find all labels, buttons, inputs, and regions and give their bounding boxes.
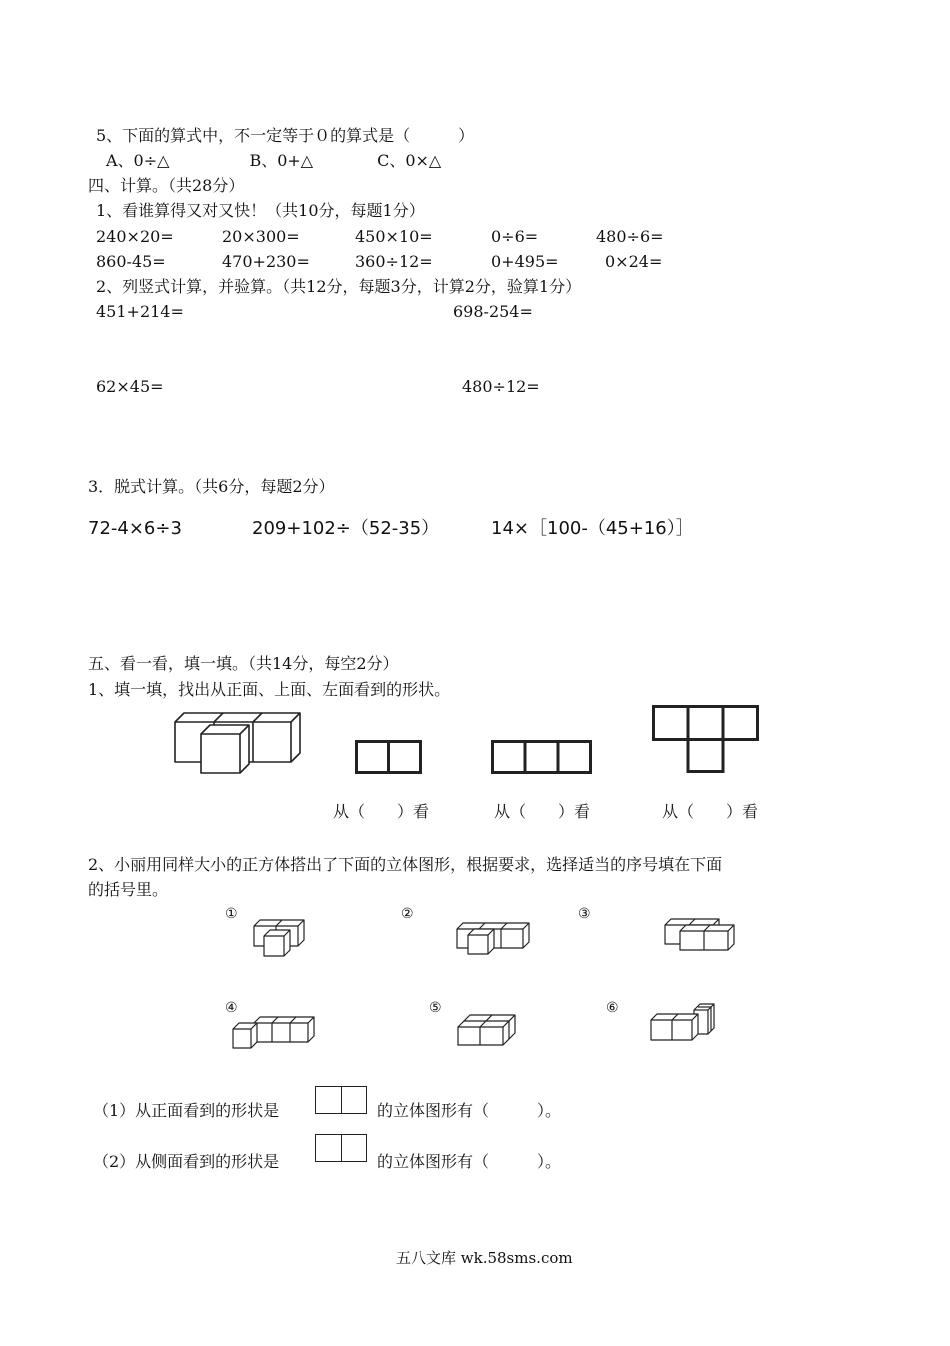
section4-part1-title: 1、看谁算得又对又快！（共10分，每题1分） — [96, 201, 425, 220]
section5-title: 五、看一看，填一填。（共14分，每空2分） — [88, 654, 399, 673]
section4-part3-title: 3．脱式计算。（共6分，每题2分） — [88, 477, 335, 496]
cube-figure-6 — [648, 1002, 718, 1042]
calc-item: 20×300= — [222, 227, 300, 246]
q2-sub1-before: （1）从正面看到的形状是 — [93, 1101, 280, 1120]
section4-title: 四、计算。（共28分） — [88, 176, 245, 195]
view-shape-three-squares — [491, 740, 593, 775]
view-direction-label: 从（ ）看 — [662, 802, 759, 821]
step-calc-item: 209+102÷（52-35） — [252, 518, 440, 539]
cube-figure-1 — [250, 916, 310, 958]
vertical-calc-item: 62×45= — [96, 377, 164, 396]
cube-figure-3 — [662, 916, 738, 954]
calc-item: 470+230= — [222, 252, 310, 271]
calc-item: 480÷6= — [596, 227, 664, 246]
view-shape-t-shape — [652, 705, 762, 775]
q5-stem: 5、下面的算式中，不一定等于０的算式是（ ） — [96, 126, 475, 145]
calc-item: 360÷12= — [355, 252, 433, 271]
cube-figure-2 — [454, 920, 534, 956]
step-calc-item: 14×［100-（45+16）］ — [491, 518, 694, 539]
calc-item: 450×10= — [355, 227, 433, 246]
view-direction-label: 从（ ）看 — [494, 802, 591, 821]
q5-options: A、0÷△ B、0+△ C、0×△ — [106, 151, 442, 170]
section5-q1-title: 1、填一填，找出从正面、上面、左面看到的形状。 — [88, 680, 451, 699]
calc-item: 0÷6= — [491, 227, 539, 246]
figure-number: ④ — [225, 1000, 238, 1016]
vertical-calc-item: 480÷12= — [462, 377, 540, 396]
q2-sub2-before: （2）从侧面看到的形状是 — [93, 1152, 280, 1171]
figure-number: ① — [225, 906, 238, 922]
two-squares-shape — [315, 1086, 367, 1114]
view-shape-two-squares — [355, 740, 425, 775]
section5-q2-text-line1: 2、小丽用同样大小的正方体搭出了下面的立体图形，根据要求，选择适当的序号填在下面 — [88, 855, 723, 874]
vertical-calc-item: 698-254= — [453, 302, 533, 321]
figure-number: ② — [401, 906, 414, 922]
calc-item: 0×24= — [605, 252, 663, 271]
figure-number: ⑤ — [429, 1000, 442, 1016]
q2-sub2-after: 的立体图形有（ ）。 — [377, 1152, 562, 1171]
vertical-calc-item: 451+214= — [96, 302, 184, 321]
figure-number: ③ — [578, 906, 591, 922]
view-direction-label: 从（ ）看 — [333, 802, 430, 821]
two-squares-shape — [315, 1134, 367, 1162]
section4-part2-title: 2、列竖式计算，并验算。（共12分，每题3分，计算2分，验算1分） — [96, 277, 582, 296]
calc-item: 0+495= — [491, 252, 559, 271]
cube-figure-5 — [455, 1012, 521, 1048]
step-calc-item: 72-4×6÷3 — [88, 518, 182, 539]
cube-figure-4 — [230, 1014, 320, 1050]
figure-number: ⑥ — [606, 1000, 619, 1016]
cube-stack-figure — [170, 708, 310, 780]
q2-sub1-after: 的立体图形有（ ）。 — [377, 1101, 562, 1120]
footer-watermark: 五八文库 wk.58sms.com — [396, 1249, 573, 1267]
calc-item: 860-45= — [96, 252, 166, 271]
calc-item: 240×20= — [96, 227, 174, 246]
section5-q2-text-line2: 的括号里。 — [88, 880, 169, 899]
